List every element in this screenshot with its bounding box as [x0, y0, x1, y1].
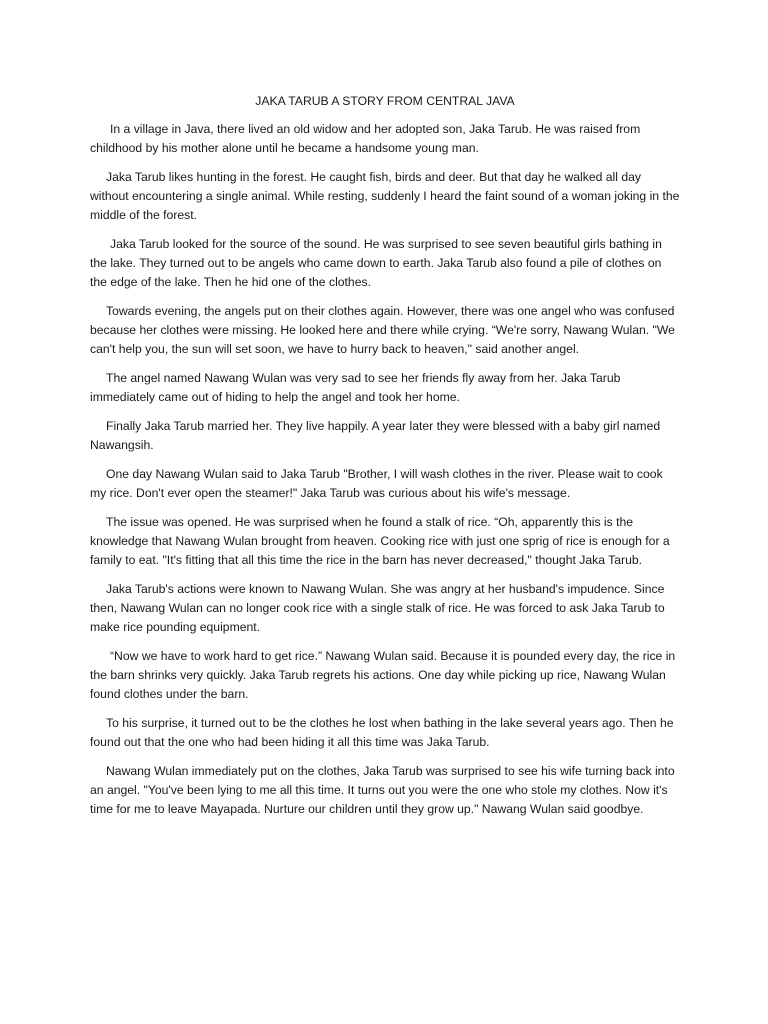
paragraph-1: In a village in Java, there lived an old widow and her adopted son, Jaka Tarub. He was raised from childhood by his mother alone until he became a handsome young man. [90, 122, 641, 155]
paragraph-7: One day Nawang Wulan said to Jaka Tarub "Brother, I will wash clothes in the river. Please wait to cook my rice. Don't ever open the steamer!" Jaka Tarub was curious about his wife's message. [90, 467, 663, 500]
document-page [90, 92, 680, 829]
paragraph-5: The angel named Nawang Wulan was very sad to see her friends fly away from her. Jaka Tarub immediately came out of hiding to help the angel and took her home. [90, 371, 621, 404]
document-title: JAKA TARUB A STORY FROM CENTRAL JAVA [255, 94, 515, 108]
paragraph-8: The issue was opened. He was surprised when he found a stalk of rice. “Oh, apparently this is the knowledge that Nawang Wulan brought from heaven. Cooking rice with just one sprig of rice is enough for a family to eat. "It's fitting that all this time the rice in the barn has never decreased," thought Jaka Tarub. [90, 515, 670, 567]
paragraph-11: To his surprise, it turned out to be the clothes he lost when bathing in the lake several years ago. Then he found out that the one who had been hiding it all this time was Jaka Tarub. [90, 716, 674, 749]
paragraph-4: Towards evening, the angels put on their clothes again. However, there was one angel who was confused because her clothes were missing. He looked here and there while crying. “We're sorry, Nawang Wulan. "We can't help you, the sun will set soon, we have to hurry back to heaven," said another angel. [90, 304, 675, 356]
paragraph-12: Nawang Wulan immediately put on the clothes, Jaka Tarub was surprised to see his wife turning back into an angel. "You've been lying to me all this time. It turns out you were the one who stole my clothes. Now it's time for me to leave Mayapada. Nurture our children until they grow up." Nawang Wulan said goodbye. [90, 764, 675, 816]
paragraph-9: Jaka Tarub's actions were known to Nawang Wulan. She was angry at her husband's impudence. Since then, Nawang Wulan can no longer cook rice with a single stalk of rice. He was forced to ask Jaka Tarub to make rice pounding equipment. [90, 582, 665, 634]
paragraph-3: Jaka Tarub looked for the source of the sound. He was surprised to see seven beautiful girls bathing in the lake. They turned out to be angels who came down to earth. Jaka Tarub also found a pile of clothes on the edge of the lake. Then he hid one of the clothes. [90, 237, 662, 289]
paragraph-10: “Now we have to work hard to get rice.” Nawang Wulan said. Because it is pounded every day, the rice in the barn shrinks very quickly. Jaka Tarub regrets his actions. One day while picking up rice, Nawang Wulan found clothes under the barn. [90, 649, 676, 701]
paragraph-2: Jaka Tarub likes hunting in the forest. He caught fish, birds and deer. But that day he walked all day without encountering a single animal. While resting, suddenly I heard the faint sound of a woman joking in the middle of the forest. [90, 170, 680, 222]
paragraph-6: Finally Jaka Tarub married her. They live happily. A year later they were blessed with a baby girl named Nawangsih. [90, 419, 661, 452]
